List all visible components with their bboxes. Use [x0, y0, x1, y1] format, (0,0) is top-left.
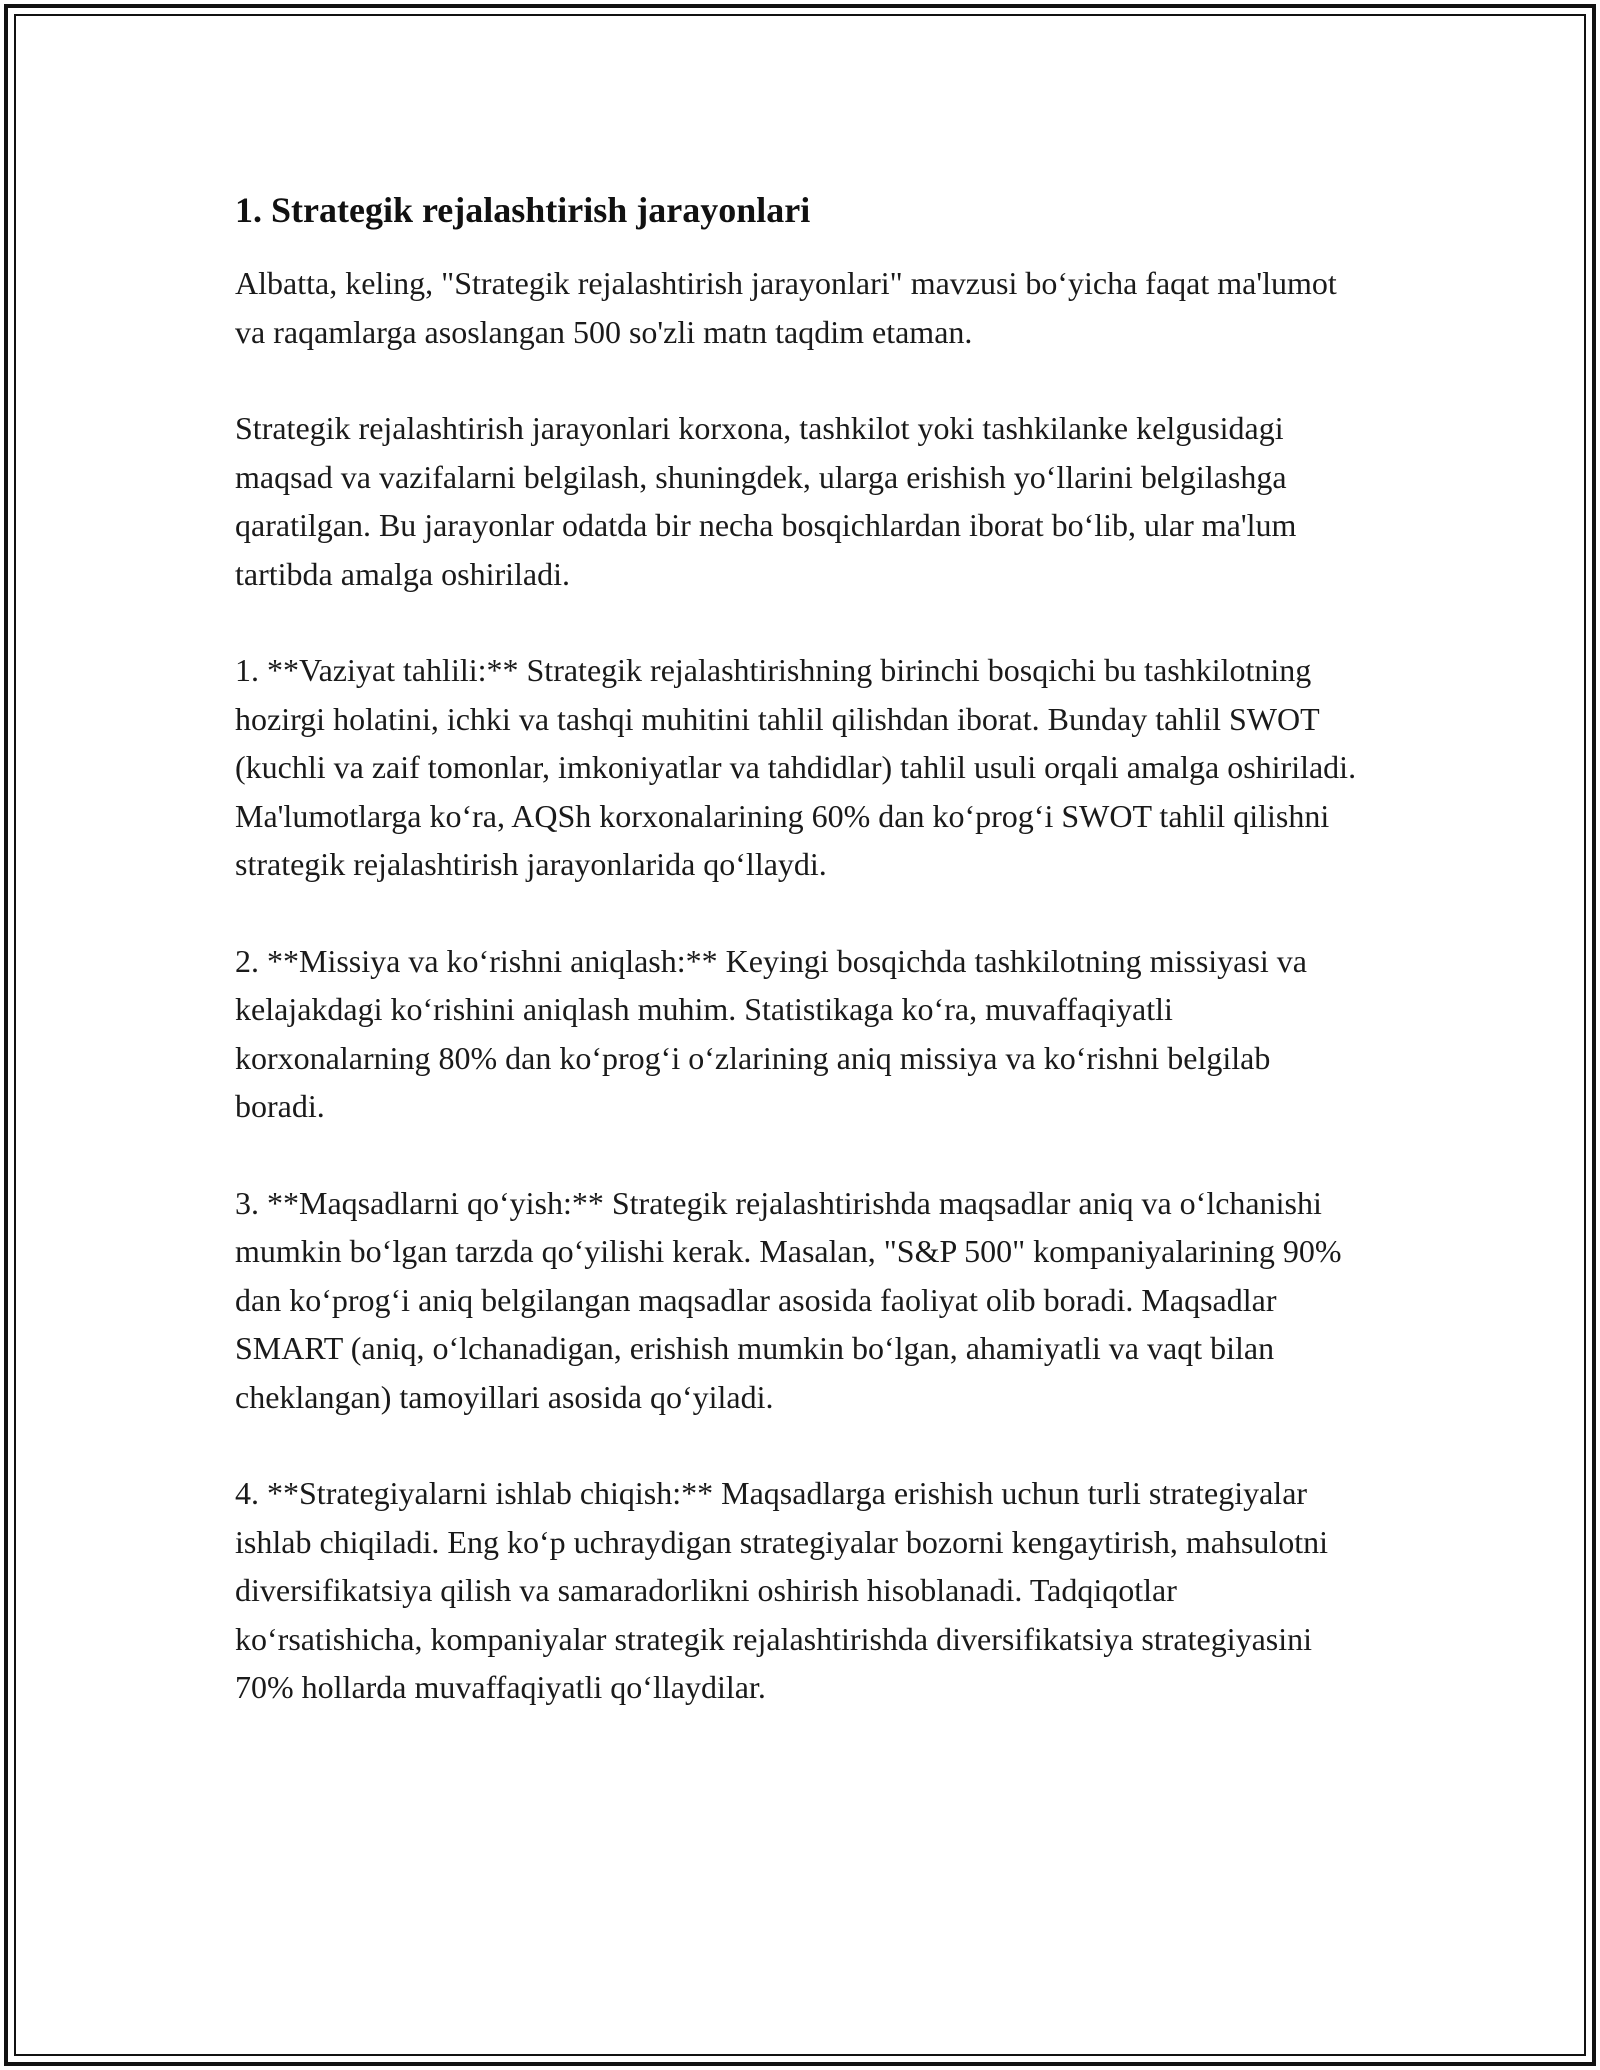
step-1-paragraph: 1. **Vaziyat tahlili:** Strategik rejalashtirishning birinchi bosqichi bu tashkilotning hozirgi holatini, ichki va tashqi muhitini tahlil qilishdan iborat. Bunday tahlil SWOT (kuchli va zaif tomonlar, imkoniyatlar va tahdidlar) tahlil usuli orqali amalga oshiriladi. Ma'lumotlarga koʻra, AQSh korxonalarining 60% dan koʻprogʻi SWOT tahlil qilishni strategik rejalashtirish jarayonlarida qoʻllaydi.	[235, 652, 1357, 882]
step-4-paragraph: 4. **Strategiyalarni ishlab chiqish:** Maqsadlarga erishish uchun turli strategiyalar ishlab chiqiladi. Eng koʻp uchraydigan strategiyalar bozorni kengaytirish, mahsulotni diversifikatsiya qilish va samaradorlikni oshirish hisoblanadi. Tadqiqotlar koʻrsatishicha, kompaniyalar strategik rejalashtirishda diversifikatsiya strategiyasini 70% hollarda muvaffaqiyatli qoʻllaydilar.	[235, 1475, 1329, 1705]
document-body	[235, 185, 1365, 1760]
step-2-paragraph: 2. **Missiya va koʻrishni aniqlash:** Keyingi bosqichda tashkilotning missiyasi va kelajakdagi koʻrishini aniqlash muhim. Statistikaga koʻra, muvaffaqiyatli korxonalarning 80% dan koʻprogʻi oʻzlarining aniq missiya va koʻrishni belgilab boradi.	[235, 942, 1307, 1124]
intro-paragraph: Albatta, keling, "Strategik rejalashtirish jarayonlari" mavzusi boʻyicha faqat ma'lumot va raqamlarga asoslangan 500 so'zli matn taqdim etaman.	[235, 265, 1337, 350]
step-3-paragraph: 3. **Maqsadlarni qoʻyish:** Strategik rejalashtirishda maqsadlar aniq va oʻlchanishi mumkin boʻlgan tarzda qoʻyilishi kerak. Masalan, "S&P 500" kompaniyalarining 90% dan koʻprogʻi aniq belgilangan maqsadlar asosida faoliyat olib boradi. Maqsadlar SMART (aniq, oʻlchanadigan, erishish mumkin boʻlgan, ahamiyatli va vaqt bilan cheklangan) tamoyillari asosida qoʻyiladi.	[235, 1184, 1342, 1415]
section-heading: 1. Strategik rejalashtirish jarayonlari	[235, 190, 811, 230]
overview-paragraph: Strategik rejalashtirish jarayonlari korxona, tashkilot yoki tashkilanke kelgusidagi maqsad va vazifalarni belgilash, shuningdek, ularga erishish yoʻllarini belgilashga qaratilgan. Bu jarayonlar odatda bir necha bosqichlardan iborat boʻlib, ular ma'lum tartibda amalga oshiriladi.	[235, 410, 1297, 592]
